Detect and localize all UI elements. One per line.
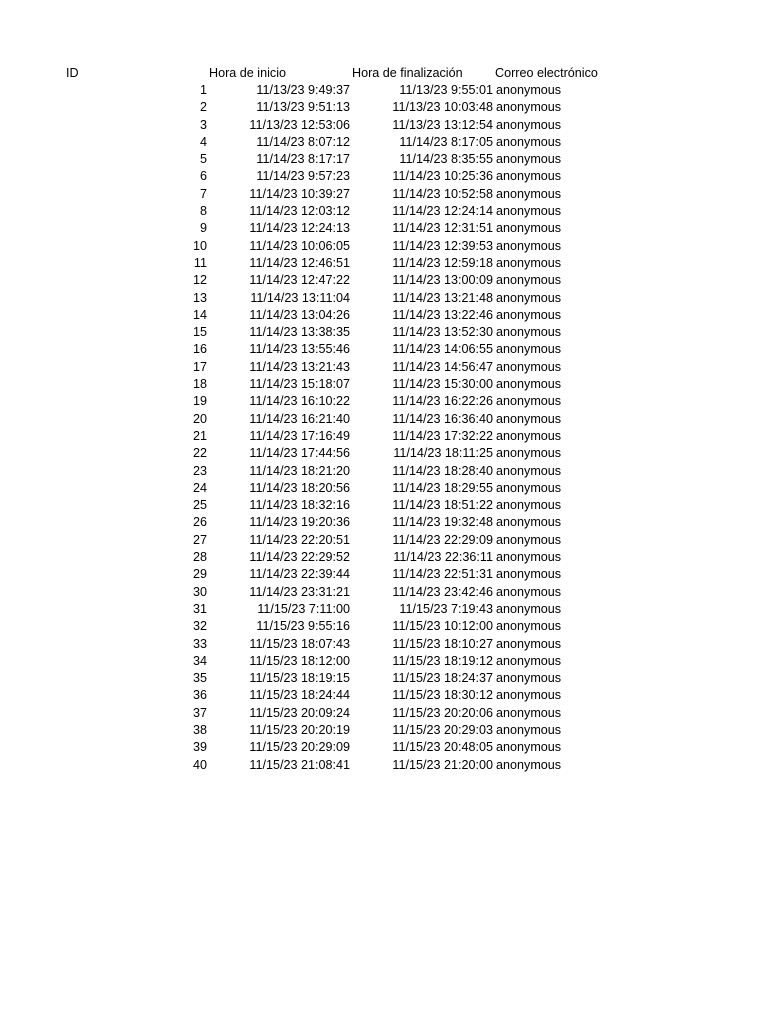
cell-email: anonymous bbox=[496, 584, 562, 599]
cell-email: anonymous bbox=[496, 601, 562, 616]
cell-id: 33 bbox=[192, 636, 207, 651]
cell-id: 16 bbox=[192, 342, 207, 357]
cell-start-time: 11/14/23 22:20:51 bbox=[249, 532, 350, 547]
table-row bbox=[0, 255, 768, 272]
cell-id: 27 bbox=[192, 532, 207, 547]
cell-id: 32 bbox=[192, 619, 207, 634]
cell-start-time: 11/14/23 19:20:36 bbox=[249, 515, 350, 530]
cell-end-time: 11/14/23 10:25:36 bbox=[392, 169, 493, 184]
cell-email: anonymous bbox=[496, 688, 562, 703]
cell-id: 15 bbox=[192, 325, 207, 340]
cell-end-time: 11/14/23 15:30:00 bbox=[392, 377, 493, 392]
cell-start-time: 11/14/23 23:31:21 bbox=[249, 584, 350, 599]
cell-start-time: 11/14/23 16:10:22 bbox=[249, 394, 350, 409]
cell-end-time: 11/15/23 7:19:43 bbox=[399, 601, 493, 616]
cell-end-time: 11/14/23 14:56:47 bbox=[392, 359, 493, 374]
table-row bbox=[0, 290, 768, 307]
table-row bbox=[0, 220, 768, 237]
table-row bbox=[0, 705, 768, 722]
cell-email: anonymous bbox=[496, 550, 562, 565]
cell-id: 28 bbox=[192, 550, 207, 565]
cell-start-time: 11/14/23 18:20:56 bbox=[249, 480, 350, 495]
spreadsheet-table bbox=[0, 64, 768, 774]
cell-end-time: 11/14/23 8:17:05 bbox=[399, 134, 493, 149]
cell-start-time: 11/14/23 9:57:23 bbox=[256, 169, 350, 184]
table-row bbox=[0, 670, 768, 687]
cell-email: anonymous bbox=[496, 722, 562, 737]
table-row bbox=[0, 428, 768, 445]
table-row bbox=[0, 532, 768, 549]
cell-id: 38 bbox=[192, 722, 207, 737]
cell-email: anonymous bbox=[496, 186, 562, 201]
cell-email: anonymous bbox=[496, 705, 562, 720]
table-row bbox=[0, 393, 768, 410]
cell-start-time: 11/14/23 13:04:26 bbox=[249, 307, 350, 322]
cell-start-time: 11/14/23 10:06:05 bbox=[249, 238, 350, 253]
cell-email: anonymous bbox=[496, 238, 562, 253]
cell-start-time: 11/14/23 12:03:12 bbox=[249, 204, 350, 219]
cell-email: anonymous bbox=[496, 307, 562, 322]
header-start-time: Hora de inicio bbox=[209, 66, 287, 80]
cell-email: anonymous bbox=[496, 463, 562, 478]
cell-end-time: 11/14/23 18:28:40 bbox=[392, 463, 493, 478]
cell-end-time: 11/15/23 20:20:06 bbox=[392, 705, 493, 720]
cell-start-time: 11/15/23 18:24:44 bbox=[249, 688, 350, 703]
cell-id: 21 bbox=[192, 428, 207, 443]
cell-email: anonymous bbox=[496, 83, 562, 97]
cell-id: 37 bbox=[192, 705, 207, 720]
cell-start-time: 11/15/23 18:07:43 bbox=[249, 636, 350, 651]
cell-end-time: 11/14/23 18:51:22 bbox=[392, 498, 493, 513]
cell-start-time: 11/15/23 18:12:00 bbox=[249, 653, 350, 668]
cell-end-time: 11/15/23 18:24:37 bbox=[392, 671, 493, 686]
table-row bbox=[0, 272, 768, 289]
table-row bbox=[0, 117, 768, 134]
cell-id: 39 bbox=[192, 740, 207, 755]
cell-email: anonymous bbox=[496, 134, 562, 149]
cell-id: 25 bbox=[192, 498, 207, 513]
cell-email: anonymous bbox=[496, 342, 562, 357]
cell-id: 3 bbox=[199, 117, 207, 132]
cell-id: 7 bbox=[199, 186, 207, 201]
cell-start-time: 11/14/23 8:17:17 bbox=[256, 152, 350, 167]
table-row bbox=[0, 514, 768, 531]
cell-email: anonymous bbox=[496, 273, 562, 288]
cell-id: 17 bbox=[192, 359, 207, 374]
table-row bbox=[0, 168, 768, 185]
table-row bbox=[0, 480, 768, 497]
table-row bbox=[0, 186, 768, 203]
table-row bbox=[0, 445, 768, 462]
cell-id: 10 bbox=[192, 238, 207, 253]
cell-start-time: 11/14/23 12:47:22 bbox=[249, 273, 350, 288]
cell-email: anonymous bbox=[496, 532, 562, 547]
cell-email: anonymous bbox=[496, 204, 562, 219]
table-row bbox=[0, 687, 768, 704]
table-row bbox=[0, 636, 768, 653]
cell-id: 6 bbox=[199, 169, 207, 184]
cell-id: 13 bbox=[192, 290, 207, 305]
table-row bbox=[0, 134, 768, 151]
cell-id: 20 bbox=[192, 411, 207, 426]
table-row bbox=[0, 307, 768, 324]
cell-email: anonymous bbox=[496, 152, 562, 167]
table-row bbox=[0, 463, 768, 480]
cell-start-time: 11/14/23 17:44:56 bbox=[249, 446, 350, 461]
cell-email: anonymous bbox=[496, 255, 562, 270]
cell-end-time: 11/15/23 10:12:00 bbox=[392, 619, 493, 634]
cell-end-time: 11/14/23 13:21:48 bbox=[392, 290, 493, 305]
cell-email: anonymous bbox=[496, 221, 562, 236]
cell-email: anonymous bbox=[496, 515, 562, 530]
table-row bbox=[0, 566, 768, 583]
table-row bbox=[0, 411, 768, 428]
table-row bbox=[0, 601, 768, 618]
cell-start-time: 11/14/23 12:46:51 bbox=[249, 255, 350, 270]
cell-id: 26 bbox=[192, 515, 207, 530]
cell-end-time: 11/14/23 13:22:46 bbox=[392, 307, 493, 322]
cell-email: anonymous bbox=[496, 671, 562, 686]
cell-id: 22 bbox=[192, 446, 207, 461]
cell-start-time: 11/14/23 12:24:13 bbox=[249, 221, 350, 236]
cell-email: anonymous bbox=[496, 290, 562, 305]
table-row bbox=[0, 497, 768, 514]
cell-email: anonymous bbox=[496, 377, 562, 392]
cell-id: 14 bbox=[192, 307, 207, 322]
table-row bbox=[0, 151, 768, 168]
cell-end-time: 11/14/23 16:22:26 bbox=[392, 394, 493, 409]
cell-end-time: 11/15/23 18:19:12 bbox=[392, 653, 493, 668]
table-row bbox=[0, 584, 768, 601]
cell-end-time: 11/14/23 12:31:51 bbox=[392, 221, 493, 236]
cell-start-time: 11/13/23 9:49:37 bbox=[256, 83, 350, 97]
cell-start-time: 11/14/23 13:55:46 bbox=[249, 342, 350, 357]
cell-id: 35 bbox=[192, 671, 207, 686]
cell-end-time: 11/14/23 22:51:31 bbox=[392, 567, 493, 582]
cell-end-time: 11/14/23 12:24:14 bbox=[392, 204, 493, 219]
cell-id: 34 bbox=[192, 653, 207, 668]
table-row bbox=[0, 549, 768, 566]
table-row bbox=[0, 99, 768, 116]
cell-email: anonymous bbox=[496, 100, 562, 115]
cell-id: 19 bbox=[192, 394, 207, 409]
cell-email: anonymous bbox=[496, 653, 562, 668]
table-row bbox=[0, 203, 768, 220]
cell-start-time: 11/15/23 20:29:09 bbox=[249, 740, 350, 755]
cell-id: 4 bbox=[199, 134, 207, 149]
cell-end-time: 11/13/23 13:12:54 bbox=[392, 117, 493, 132]
cell-id: 40 bbox=[192, 757, 207, 772]
cell-start-time: 11/14/23 22:39:44 bbox=[249, 567, 350, 582]
table-row bbox=[0, 341, 768, 358]
cell-start-time: 11/14/23 22:29:52 bbox=[249, 550, 350, 565]
cell-id: 18 bbox=[192, 377, 207, 392]
cell-email: anonymous bbox=[496, 480, 562, 495]
cell-id: 12 bbox=[192, 273, 207, 288]
header-id: ID bbox=[66, 66, 79, 80]
cell-id: 1 bbox=[199, 83, 207, 97]
cell-email: anonymous bbox=[496, 117, 562, 132]
cell-id: 2 bbox=[199, 100, 207, 115]
table-row bbox=[0, 757, 768, 774]
table-row bbox=[0, 324, 768, 341]
cell-start-time: 11/14/23 13:21:43 bbox=[249, 359, 350, 374]
cell-end-time: 11/14/23 19:32:48 bbox=[392, 515, 493, 530]
cell-id: 23 bbox=[192, 463, 207, 478]
cell-email: anonymous bbox=[496, 325, 562, 340]
cell-email: anonymous bbox=[496, 619, 562, 634]
cell-id: 11 bbox=[193, 255, 207, 270]
table-row bbox=[0, 739, 768, 756]
cell-id: 29 bbox=[192, 567, 207, 582]
cell-id: 9 bbox=[199, 221, 207, 236]
header-email: Correo electrónico bbox=[495, 66, 598, 80]
cell-email: anonymous bbox=[496, 567, 562, 582]
table-row bbox=[0, 722, 768, 739]
cell-start-time: 11/15/23 7:11:00 bbox=[257, 601, 350, 616]
cell-end-time: 11/14/23 8:35:55 bbox=[399, 152, 493, 167]
table-row bbox=[0, 376, 768, 393]
cell-start-time: 11/14/23 10:39:27 bbox=[249, 186, 350, 201]
cell-id: 24 bbox=[192, 480, 207, 495]
cell-end-time: 11/14/23 16:36:40 bbox=[392, 411, 493, 426]
cell-start-time: 11/15/23 20:20:19 bbox=[249, 722, 350, 737]
header-row bbox=[0, 64, 768, 82]
cell-end-time: 11/15/23 18:10:27 bbox=[392, 636, 493, 651]
cell-end-time: 11/14/23 17:32:22 bbox=[392, 428, 493, 443]
table-body bbox=[0, 82, 768, 774]
cell-end-time: 11/14/23 13:52:30 bbox=[392, 325, 493, 340]
cell-start-time: 11/14/23 18:32:16 bbox=[249, 498, 350, 513]
table-row bbox=[0, 238, 768, 255]
cell-start-time: 11/14/23 16:21:40 bbox=[249, 411, 350, 426]
cell-end-time: 11/14/23 18:11:25 bbox=[393, 446, 493, 461]
cell-start-time: 11/15/23 18:19:15 bbox=[249, 671, 350, 686]
cell-end-time: 11/14/23 18:29:55 bbox=[392, 480, 493, 495]
cell-email: anonymous bbox=[496, 394, 562, 409]
cell-email: anonymous bbox=[496, 636, 562, 651]
cell-end-time: 11/13/23 9:55:01 bbox=[399, 83, 493, 97]
cell-id: 5 bbox=[199, 152, 207, 167]
cell-email: anonymous bbox=[496, 428, 562, 443]
table-row bbox=[0, 653, 768, 670]
cell-end-time: 11/15/23 20:29:03 bbox=[392, 722, 493, 737]
cell-id: 31 bbox=[192, 601, 207, 616]
cell-end-time: 11/15/23 18:30:12 bbox=[392, 688, 493, 703]
cell-end-time: 11/15/23 20:48:05 bbox=[392, 740, 493, 755]
cell-start-time: 11/14/23 17:16:49 bbox=[249, 428, 350, 443]
cell-end-time: 11/14/23 14:06:55 bbox=[392, 342, 493, 357]
cell-id: 30 bbox=[192, 584, 207, 599]
cell-end-time: 11/14/23 22:29:09 bbox=[392, 532, 493, 547]
cell-start-time: 11/15/23 9:55:16 bbox=[256, 619, 350, 634]
cell-start-time: 11/15/23 21:08:41 bbox=[249, 757, 350, 772]
cell-id: 8 bbox=[199, 204, 207, 219]
cell-start-time: 11/15/23 20:09:24 bbox=[249, 705, 350, 720]
cell-end-time: 11/15/23 21:20:00 bbox=[392, 757, 493, 772]
cell-end-time: 11/14/23 23:42:46 bbox=[392, 584, 493, 599]
cell-email: anonymous bbox=[496, 411, 562, 426]
cell-start-time: 11/14/23 15:18:07 bbox=[249, 377, 350, 392]
cell-end-time: 11/14/23 10:52:58 bbox=[392, 186, 493, 201]
table-row bbox=[0, 618, 768, 635]
cell-email: anonymous bbox=[496, 740, 562, 755]
cell-email: anonymous bbox=[496, 446, 562, 461]
cell-start-time: 11/14/23 13:38:35 bbox=[249, 325, 350, 340]
cell-email: anonymous bbox=[496, 498, 562, 513]
table-row bbox=[0, 82, 768, 99]
table-row bbox=[0, 359, 768, 376]
cell-email: anonymous bbox=[496, 169, 562, 184]
cell-end-time: 11/14/23 22:36:11 bbox=[393, 550, 493, 565]
cell-id: 36 bbox=[192, 688, 207, 703]
cell-end-time: 11/13/23 10:03:48 bbox=[392, 100, 493, 115]
cell-start-time: 11/13/23 9:51:13 bbox=[256, 100, 350, 115]
cell-start-time: 11/14/23 8:07:12 bbox=[256, 134, 350, 149]
cell-end-time: 11/14/23 13:00:09 bbox=[392, 273, 493, 288]
cell-end-time: 11/14/23 12:59:18 bbox=[392, 255, 493, 270]
cell-start-time: 11/14/23 18:21:20 bbox=[249, 463, 350, 478]
cell-start-time: 11/14/23 13:11:04 bbox=[250, 290, 350, 305]
cell-end-time: 11/14/23 12:39:53 bbox=[392, 238, 493, 253]
cell-email: anonymous bbox=[496, 757, 562, 772]
header-end-time: Hora de finalización bbox=[352, 66, 463, 80]
cell-start-time: 11/13/23 12:53:06 bbox=[249, 117, 350, 132]
cell-email: anonymous bbox=[496, 359, 562, 374]
